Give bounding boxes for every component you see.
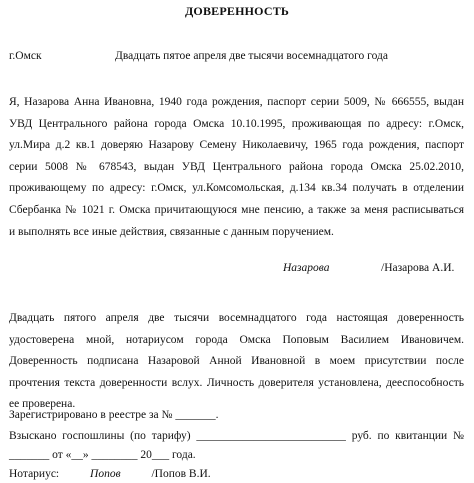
principal-signature: Назарова xyxy=(283,262,330,274)
body-line: и выполнять все иные действия, связанные с данным поручением. xyxy=(9,225,334,238)
notary-line: ее проверена. xyxy=(9,398,76,411)
principal-name: /Назарова А.И. xyxy=(381,262,455,274)
notary-paragraph xyxy=(9,308,464,416)
fee-text: Взыскано госпошлины (по тарифу) __________________________ руб. по квитанции № xyxy=(9,430,464,442)
notary-name: /Попов В.И. xyxy=(151,468,211,480)
fee-date-line: _______ от «__» ________ 20___ года. xyxy=(9,449,196,461)
body-paragraph xyxy=(9,92,464,243)
notary-line: Доверенность подписана Назаровой Анной Ивановной в моем присутствии после xyxy=(9,355,464,368)
registry-line: Зарегистрировано в реестре за № _______. xyxy=(9,409,219,421)
document-city: г.Омск xyxy=(9,50,42,62)
document-date: Двадцать пятое апреля две тысячи восемнадцатого года xyxy=(115,50,388,62)
notary-signature-row xyxy=(9,468,211,480)
document-title: ДОВЕРЕННОСТЬ xyxy=(184,4,290,18)
notary-line: прочтения текста доверенности вслух. Личность доверителя установлена, дееспособность xyxy=(9,376,464,389)
body-line: УВД Центрального района города Омска 10.10.1995, проживающая по адресу: г.Омск, xyxy=(9,117,464,130)
notary-line: удостоверена мной, нотариусом города Омска Поповым Василием Ивановичем. xyxy=(9,333,464,346)
body-line: проживающему по адресу: г.Омск, ул.Комсомольская, д.134 кв.34 получать в отделении xyxy=(9,182,464,195)
notary-signature: Попов xyxy=(90,468,121,480)
body-line: Я, Назарова Анна Ивановна, 1940 года рождения, паспорт серии 5009, № 666555, выдан xyxy=(9,96,464,108)
body-line: ул.Мира д.2 кв.1 доверяю Назарову Семену Николаевичу, 1965 года рождения, паспорт xyxy=(9,139,464,152)
body-line: серии 5008 № 678543, выдан УВД Центрального района города Омска 25.02.2010, xyxy=(9,160,464,173)
notary-line: Двадцать пятого апреля две тысячи восемнадцатого года настоящая доверенность xyxy=(9,312,464,324)
body-line: Сбербанка № 1021 г. Омска причитающуюся мне пенсию, а также за меня расписываться xyxy=(9,203,464,216)
notary-label: Нотариус: xyxy=(9,468,60,480)
